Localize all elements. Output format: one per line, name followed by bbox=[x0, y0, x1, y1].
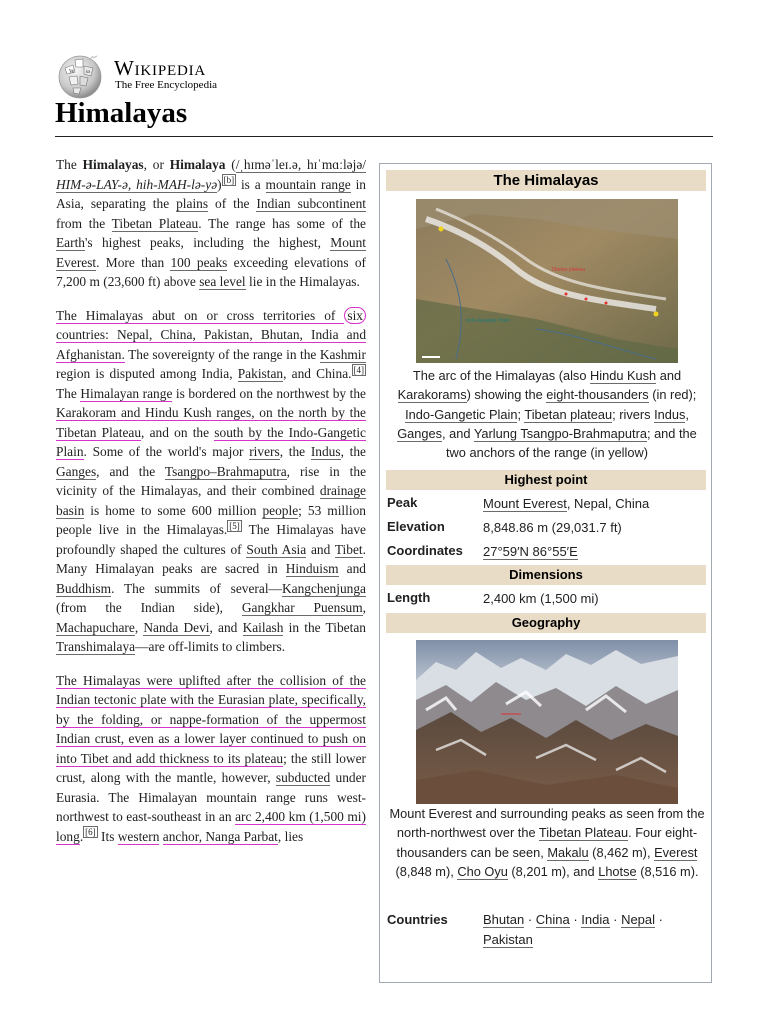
article-text: ; 53 million people live in the Himalayas. bbox=[56, 502, 366, 537]
caption-link[interactable]: Cho Oyu bbox=[457, 863, 508, 879]
article-text: , bbox=[192, 327, 204, 342]
svg-text:W: W bbox=[69, 69, 75, 75]
article-link[interactable]: Nepal bbox=[116, 327, 149, 342]
article-text: . Many Himalayan peaks are sacred in bbox=[56, 541, 366, 576]
article-text: after the collision of the bbox=[220, 672, 366, 688]
peak-label: Peak bbox=[387, 495, 418, 510]
article-link[interactable]: HIM-ə-LAY-ə, hih-MAH-lə-yə bbox=[56, 176, 218, 192]
article-link[interactable]: anchor bbox=[162, 828, 199, 844]
svg-text:ω: ω bbox=[86, 69, 90, 75]
article-text: , and on the bbox=[141, 424, 215, 440]
article-text: Himalayas bbox=[82, 157, 144, 172]
article-text: is home to some 600 million bbox=[84, 502, 263, 518]
country-separator: · bbox=[609, 912, 622, 927]
caption-link[interactable]: Everest bbox=[654, 844, 698, 860]
caption-link[interactable]: Tibetan Plateau bbox=[538, 825, 629, 841]
caption-text: (in red); bbox=[648, 387, 697, 403]
article-link[interactable]: Tsangpo–Brahmaputra bbox=[164, 463, 287, 479]
caption-text: (8,201 m), and bbox=[507, 863, 599, 879]
country-link[interactable]: Pakistan bbox=[483, 931, 533, 947]
article-text: The sovereignty of the range in the bbox=[124, 346, 320, 362]
caption-text: , bbox=[685, 406, 689, 422]
article-text: The Himalayas have profoundly shaped the cultures of bbox=[56, 522, 366, 557]
article-link[interactable]: Buddhism bbox=[56, 580, 112, 596]
article-text: south by the bbox=[214, 424, 289, 440]
article-link[interactable]: Kangchenjunga bbox=[281, 580, 366, 596]
caption-text: ; bbox=[517, 406, 525, 422]
infobox bbox=[379, 163, 712, 983]
article-link[interactable]: nappe bbox=[169, 711, 202, 727]
article-link[interactable]: Mount Everest bbox=[56, 235, 366, 270]
caption-link[interactable]: Tibetan plateau bbox=[524, 406, 613, 422]
caption-link[interactable]: Indus bbox=[654, 406, 686, 422]
reference-link[interactable]: [4] bbox=[353, 364, 365, 375]
peak-value bbox=[483, 494, 703, 514]
article-text: Himalaya bbox=[169, 157, 226, 172]
article-link[interactable]: Tibetan Plateau bbox=[111, 215, 199, 231]
caption-text: (8,462 m), bbox=[588, 844, 655, 860]
article-link[interactable]: Eurasian plate bbox=[217, 692, 295, 707]
article-link[interactable]: Transhimalaya bbox=[56, 639, 136, 654]
article-text: region is disputed among India, bbox=[56, 366, 238, 381]
article-text: , lies bbox=[277, 828, 304, 844]
article-text: with the bbox=[166, 692, 218, 707]
article-link[interactable]: India bbox=[311, 327, 339, 342]
caption-link[interactable]: Hindu Kush bbox=[590, 368, 657, 383]
map-caption bbox=[388, 366, 706, 462]
article-link[interactable]: 100 peaks bbox=[170, 254, 228, 270]
article-text: . bbox=[79, 828, 84, 844]
article-text: , on the north by the bbox=[251, 405, 366, 420]
mount-everest-link[interactable]: Mount Everest bbox=[483, 496, 567, 511]
elevation-label: Elevation bbox=[387, 519, 445, 534]
country-separator: · bbox=[655, 912, 663, 927]
caption-text: The arc of the Himalayas (also bbox=[412, 368, 590, 383]
article-text: 's highest peaks, including the highest, bbox=[85, 235, 331, 250]
article-text: . Some of the world's major bbox=[83, 444, 250, 459]
article-link[interactable]: Earth bbox=[56, 235, 85, 250]
article-link[interactable]: Kailash bbox=[242, 619, 284, 635]
article-link[interactable]: plains bbox=[176, 196, 209, 211]
article-link[interactable]: Indus bbox=[310, 444, 341, 459]
article-text: The bbox=[56, 385, 81, 401]
geography-header: Geography bbox=[386, 613, 706, 633]
caption-text: , and bbox=[442, 425, 474, 441]
article-text: , the bbox=[279, 444, 311, 459]
article-text: , bbox=[299, 327, 312, 342]
caption-link[interactable]: Yarlung Tsangpo-Brahmaputra bbox=[473, 425, 647, 441]
country-link[interactable]: China bbox=[535, 912, 570, 927]
country-separator: · bbox=[569, 912, 582, 927]
article-text: , bbox=[148, 327, 161, 342]
article-link[interactable]: Pakistan bbox=[203, 327, 250, 342]
article-body bbox=[56, 155, 366, 860]
article-text: ) bbox=[217, 176, 222, 192]
dimensions-header: Dimensions bbox=[386, 565, 706, 585]
article-text: -formation of the uppermost Indian crust, even as a lower layer continued to push on into Tibet and add thickness to its plateau bbox=[56, 711, 366, 766]
article-text: . bbox=[121, 346, 125, 362]
country-link[interactable]: Bhutan bbox=[483, 912, 525, 927]
article-text: The Himalayas abut on or cross territories of bbox=[56, 307, 345, 323]
everest-aerial-photo[interactable] bbox=[416, 640, 678, 804]
highest-point-header: Highest point bbox=[386, 470, 706, 490]
article-text: is bordered on the northwest by the bbox=[172, 385, 366, 401]
article-text: , bbox=[134, 619, 144, 635]
article-text: and bbox=[306, 541, 335, 557]
article-text: , bbox=[249, 327, 261, 342]
article-text: is a bbox=[236, 176, 266, 192]
coordinates-label: Coordinates bbox=[387, 543, 463, 558]
caption-text: and bbox=[656, 368, 682, 383]
length-value: 2,400 km (1,500 mi) bbox=[483, 591, 599, 606]
article-text: western bbox=[117, 828, 160, 844]
caption-text: ) showing the bbox=[466, 387, 547, 403]
article-text: Its bbox=[97, 828, 118, 844]
article-link[interactable]: Tibetan Plateau bbox=[56, 424, 142, 440]
length-label: Length bbox=[387, 590, 431, 605]
article-text: 2,400 km (1,500 mi) long bbox=[56, 809, 366, 844]
country-link[interactable]: India bbox=[581, 912, 610, 927]
article-link[interactable]: rivers bbox=[249, 444, 280, 459]
article-link[interactable]: Himalayan range bbox=[80, 385, 173, 401]
article-link[interactable]: China bbox=[160, 327, 193, 342]
article-link[interactable]: drainage basin bbox=[56, 483, 366, 518]
article-link[interactable]: Gangkhar Puensum bbox=[241, 600, 363, 615]
caption-text: Mount Everest and surrounding peaks as seen from the north-northwest over the bbox=[389, 806, 705, 841]
article-paragraph-2 bbox=[56, 306, 366, 657]
caption-text: . Four eight-thousanders can be seen, bbox=[396, 825, 698, 860]
article-link[interactable]: Indian subcontinent bbox=[256, 196, 366, 211]
himalayas-map-image[interactable] bbox=[416, 199, 678, 363]
article-text: in Asia, separating the bbox=[56, 176, 366, 211]
article-text: and bbox=[338, 327, 367, 342]
article-text: of the bbox=[208, 196, 257, 211]
article-text: exceeding elevations of 7,200 m (23,600 ft) above bbox=[56, 254, 367, 289]
country-link[interactable]: Nepal bbox=[621, 912, 656, 927]
article-text: , specifically, by the folding, or bbox=[56, 692, 367, 727]
article-text: . The range has some of the bbox=[198, 215, 366, 231]
peak-country-text: , Nepal, China bbox=[566, 496, 650, 511]
article-link[interactable]: Indian tectonic plate bbox=[56, 692, 167, 707]
article-link[interactable]: Karakoram bbox=[56, 405, 117, 420]
article-text: , and bbox=[209, 619, 243, 635]
caption-link[interactable]: Lhotse bbox=[598, 863, 637, 879]
article-link[interactable]: uplifted bbox=[178, 672, 221, 688]
map-label-indo-gangetic-plain: Indo-Gangetic Plain bbox=[466, 318, 510, 324]
article-text: , bbox=[198, 828, 206, 844]
article-text: —are off-limits to climbers. bbox=[135, 639, 286, 654]
article-link[interactable]: Nanga Parbat bbox=[205, 828, 278, 844]
caption-text: (8,516 m). bbox=[636, 863, 699, 879]
caption-link[interactable]: Indo-Gangetic Plain bbox=[405, 406, 518, 422]
article-link[interactable]: countries bbox=[56, 327, 106, 342]
coordinates-value bbox=[483, 542, 703, 562]
wikipedia-tagline: The Free Encyclopedia bbox=[115, 79, 218, 91]
article-paragraph-1 bbox=[56, 155, 366, 292]
article-text: , and the bbox=[96, 463, 165, 479]
country-separator: · bbox=[524, 912, 536, 927]
reference-link[interactable]: [6] bbox=[85, 827, 96, 838]
article-text: , or bbox=[143, 157, 170, 172]
article-text: and bbox=[116, 405, 146, 420]
article-text: lie in the Himalayas. bbox=[245, 274, 360, 289]
reference-link[interactable]: [5] bbox=[229, 520, 240, 531]
caption-link[interactable]: eight-thousanders bbox=[546, 387, 649, 403]
article-link[interactable]: mountain range bbox=[265, 176, 351, 192]
article-link[interactable]: Hinduism bbox=[285, 561, 339, 576]
article-link[interactable]: six bbox=[344, 307, 366, 324]
countries-list bbox=[483, 910, 703, 949]
article-link[interactable]: Bhutan bbox=[260, 327, 300, 342]
caption-text: (8,848 m), bbox=[395, 863, 458, 879]
article-link[interactable]: Tibet bbox=[334, 541, 363, 557]
article-text: The Himalayas were bbox=[56, 672, 179, 688]
caption-text: ; and the two anchors of the range (in yellow) bbox=[445, 425, 697, 461]
article-text: and bbox=[338, 561, 366, 576]
article-link[interactable]: Indo-Gangetic Plain bbox=[56, 424, 366, 459]
article-text: : bbox=[105, 327, 117, 342]
title-divider bbox=[55, 136, 713, 137]
article-text: , rise in the vicinity of the Himalayas, and their combined bbox=[56, 463, 367, 498]
caption-text: ; rivers bbox=[612, 406, 655, 422]
article-link[interactable]: Pakistan bbox=[237, 366, 284, 381]
article-text: , and China. bbox=[283, 366, 352, 381]
wikipedia-wordmark[interactable]: Wikipedia bbox=[114, 56, 207, 80]
article-text: , bbox=[362, 600, 366, 615]
photo-caption bbox=[388, 804, 706, 881]
article-text: . More than bbox=[96, 254, 171, 270]
page-title: Himalayas bbox=[55, 97, 188, 129]
reference-link[interactable]: [b] bbox=[223, 175, 235, 186]
article-text: . The summits of several— bbox=[111, 580, 282, 596]
article-text: in the Tibetan bbox=[283, 619, 366, 635]
article-link[interactable]: subducted bbox=[275, 770, 331, 785]
coordinates-link[interactable]: 27°59′N 86°55′E bbox=[483, 544, 578, 559]
wikipedia-globe-logo[interactable] bbox=[55, 52, 105, 100]
article-paragraph-3 bbox=[56, 671, 366, 847]
article-text: (from the Indian side), bbox=[56, 600, 242, 615]
article-link[interactable]: arc bbox=[235, 809, 252, 824]
article-text: from the bbox=[56, 215, 112, 231]
article-link[interactable]: Afghanistan bbox=[56, 346, 122, 362]
article-link[interactable]: /ˌhɪməˈleɪ.ə, hɪˈmɑːləjə/ bbox=[235, 157, 367, 172]
caption-link[interactable]: Ganges bbox=[397, 425, 443, 441]
article-link[interactable]: Nanda Devi bbox=[143, 619, 210, 635]
article-text: , the bbox=[340, 444, 366, 459]
article-text: ; the still lower crust, along with the mantle, however, bbox=[56, 750, 366, 785]
article-link[interactable]: Kashmir bbox=[319, 346, 366, 362]
map-label-tibetan-plateau: Tibetan plateau bbox=[551, 267, 586, 273]
article-text: under Eurasia. The Himalayan mountain range runs west-northwest to east-southeast in an bbox=[56, 770, 366, 824]
caption-link[interactable]: Karakorams bbox=[397, 387, 467, 403]
infobox-title: The Himalayas bbox=[386, 170, 706, 191]
article-link[interactable]: South Asia bbox=[246, 541, 307, 557]
caption-link[interactable]: Makalu bbox=[547, 844, 589, 860]
elevation-value: 8,848.86 m (29,031.7 ft) bbox=[483, 520, 622, 535]
article-link[interactable]: people bbox=[262, 502, 299, 518]
article-link[interactable]: Machapuchare bbox=[56, 619, 135, 635]
article-link[interactable]: Ganges bbox=[56, 463, 97, 479]
article-link[interactable]: sea level bbox=[199, 274, 246, 289]
article-link[interactable]: Hindu Kush ranges bbox=[145, 405, 252, 420]
article-text: The bbox=[56, 157, 83, 172]
countries-label: Countries bbox=[387, 912, 448, 927]
article-text: ( bbox=[225, 157, 236, 172]
